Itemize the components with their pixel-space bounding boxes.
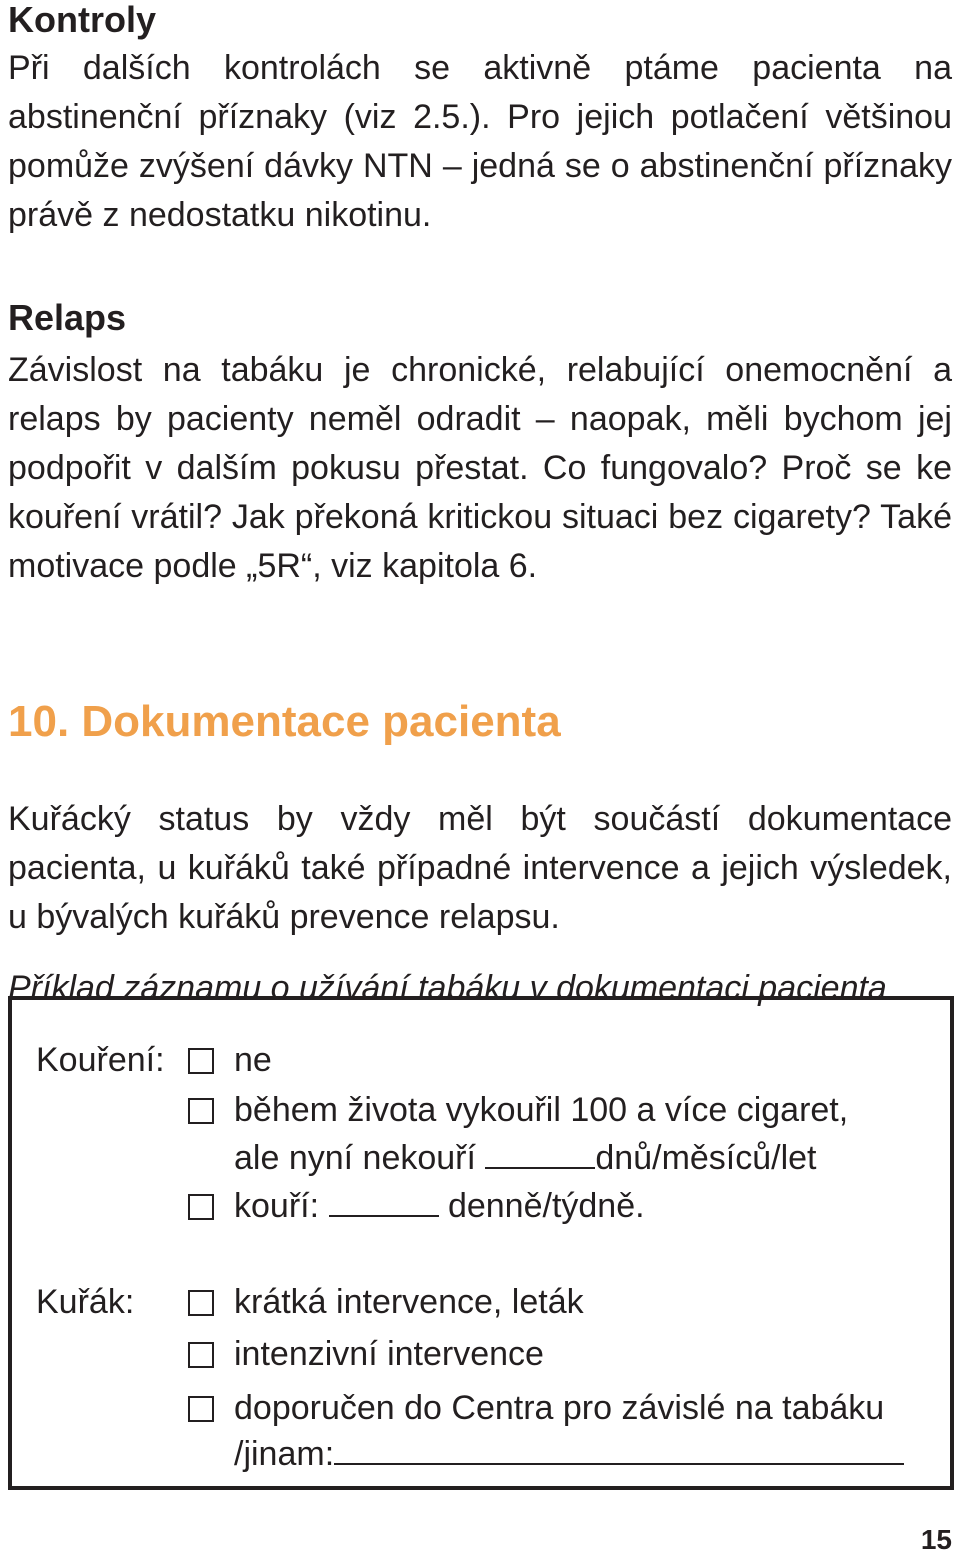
ex-smoker-duration-field[interactable] xyxy=(485,1137,595,1169)
page-number: 15 xyxy=(920,1524,952,1555)
jinam-field[interactable] xyxy=(334,1433,904,1465)
option-kratka-label: krátká intervence, leták xyxy=(234,1283,584,1321)
kouri-amount-field[interactable] xyxy=(329,1185,439,1217)
checkbox-kouri[interactable] xyxy=(188,1194,214,1220)
tobacco-record-form xyxy=(8,996,954,1490)
kouri-prefix: kouří: xyxy=(234,1187,320,1225)
page-content xyxy=(8,0,952,1008)
kontroly-paragraph: Při dalších kontrolách se aktivně ptáme pacienta na abstinenční příznaky (viz 2.5.). Pro jejich potlačení většinou pomůže zvýšení dávky NTN – jedná se o abstinenční příznaky právě z nedostatku nikotinu. xyxy=(8,49,952,234)
checkbox-ex-smoker[interactable] xyxy=(188,1098,214,1124)
jinam-label: /jinam: xyxy=(234,1435,335,1473)
kurak-label: Kuřák: xyxy=(36,1283,135,1321)
option-ex-smoker-line1: během života vykouřil 100 a více cigaret, xyxy=(234,1091,849,1129)
option-jinam xyxy=(234,1430,904,1478)
checkbox-kratka-intervence[interactable] xyxy=(188,1290,214,1316)
option-intenzivni-label: intenzivní intervence xyxy=(234,1335,544,1373)
checkbox-doporucen[interactable] xyxy=(188,1396,214,1422)
option-kouri xyxy=(234,1182,645,1230)
checkbox-ne[interactable] xyxy=(188,1048,214,1074)
section-paragraph: Kuřácký status by vždy měl být součástí dokumentace pacienta, u kuřáků také případné intervence a jejich výsledek, u bývalých kuřáků prevence relapsu. xyxy=(8,800,952,936)
relaps-heading: Relaps xyxy=(8,297,127,338)
relaps-paragraph: Závislost na tabáku je chronické, relabující onemocnění a relaps by pacienty neměl odradit – naopak, měli bychom jej podpořit v dalším pokusu přestat. Co fungovalo? Proč se ke kouření vrátil? Jak překoná kritickou situaci bez cigarety? Také motivace podle „5R“, viz kapitola 6. xyxy=(8,351,952,585)
kouri-suffix: denně/týdně. xyxy=(447,1187,645,1225)
section-title: 10. Dokumentace pacienta xyxy=(8,697,561,746)
ex-smoker-prefix: ale nyní nekouří xyxy=(234,1139,476,1177)
koureni-label: Kouření: xyxy=(36,1041,165,1079)
option-doporucen-label: doporučen do Centra pro závislé na tabáku xyxy=(234,1389,885,1427)
option-ex-smoker-line2 xyxy=(234,1134,817,1182)
option-ne-label: ne xyxy=(234,1041,272,1079)
kontroly-heading: Kontroly xyxy=(8,0,156,40)
example-title: Příklad záznamu o užívání tabáku v dokumentaci pacienta xyxy=(8,969,887,1007)
checkbox-intenzivni-intervence[interactable] xyxy=(188,1342,214,1368)
ex-smoker-suffix: dnů/měsíců/let xyxy=(595,1139,817,1177)
